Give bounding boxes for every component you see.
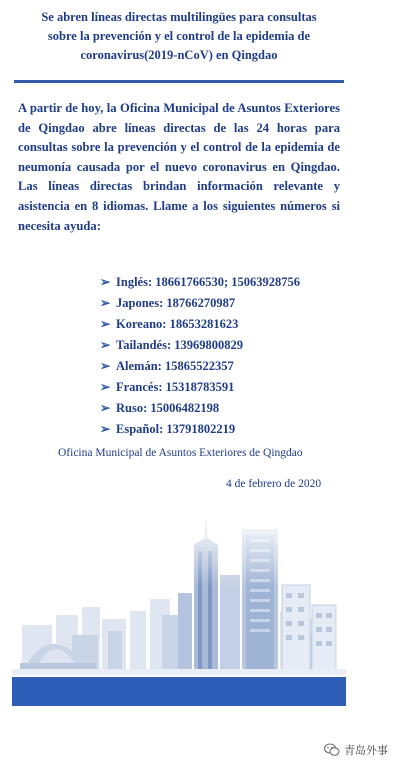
phone-line: Francés: 15318783591 <box>116 380 235 394</box>
list-item <box>100 356 350 377</box>
wechat-icon <box>324 743 340 757</box>
list-item <box>100 314 350 335</box>
title-line: coronavirus(2019-nCoV) en Qingdao <box>80 48 278 62</box>
body-paragraph: A partir de hoy, la Oficina Municipal de Asuntos Exteriores de Qingdao abre líneas directas de las 24 horas para consultas sobre la prevención y el control de la epidemia de neumonía causada por el nuevo coronavirus en Qingdao. Las líneas directas brindan información relevante y asistencia en 8 idiomas. Llame a los siguientes números si necesita ayuda: <box>18 101 340 233</box>
arrow-bullet-icon: ➢ <box>100 401 111 415</box>
list-item <box>100 272 350 293</box>
date: 4 de febrero de 2020 <box>226 478 322 490</box>
phone-line: Ruso: 15006482198 <box>116 401 220 415</box>
account-watermark <box>324 740 388 760</box>
arrow-bullet-icon: ➢ <box>100 275 111 289</box>
list-item <box>100 398 350 419</box>
title-divider <box>14 80 344 83</box>
phone-line: Inglés: 18661766530; 15063928756 <box>116 275 301 289</box>
list-item <box>100 377 350 398</box>
title-line: Se abren líneas directas multilingües para consultas <box>41 10 317 24</box>
title-line: sobre la prevención y el control de la epidemia de <box>47 29 311 43</box>
footer-band <box>12 677 346 706</box>
signature: Oficina Municipal de Asuntos Exteriores de Qingdao <box>58 447 303 459</box>
list-item <box>100 419 350 440</box>
arrow-bullet-icon: ➢ <box>100 296 111 310</box>
arrow-bullet-icon: ➢ <box>100 317 111 331</box>
watermark-text: 青岛外事 <box>344 744 388 757</box>
phone-line: Koreano: 18653281623 <box>116 317 239 331</box>
arrow-bullet-icon: ➢ <box>100 359 111 373</box>
arrow-bullet-icon: ➢ <box>100 422 111 436</box>
arrow-bullet-icon: ➢ <box>100 338 111 352</box>
phone-line: Alemán: 15865522357 <box>116 359 234 373</box>
phone-line: Tailandés: 13969800829 <box>116 338 243 352</box>
arrow-bullet-icon: ➢ <box>100 380 111 394</box>
poster <box>12 0 346 706</box>
phone-list <box>100 272 350 440</box>
list-item <box>100 293 350 314</box>
poster-title <box>12 8 346 65</box>
list-item <box>100 335 350 356</box>
city-skyline-illustration <box>12 515 346 675</box>
phone-line: Español: 13791802219 <box>116 422 236 436</box>
phone-line: Japones: 18766270987 <box>116 296 236 310</box>
